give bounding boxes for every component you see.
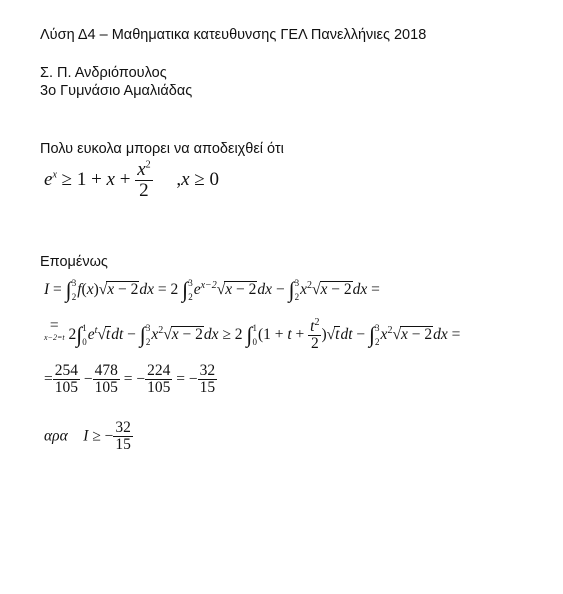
conclusion-word: αρα [44,427,68,445]
frac3-den: 105 [147,379,171,397]
document-title: Λύση Δ4 – Μαθηματικα κατευθυνσης ΓΕΛ Πανελλήνιες 2018 [40,27,427,43]
author-name: Σ. Π. Ανδριόπουλος [40,65,167,81]
conclusion-line: αρα I ≥ − $\frac{32}{15}$ [44,419,131,454]
school-name: 3ο Γυμνάσιο Αμαλιάδας [40,83,193,99]
integral-line-1: I = ∫ 3 2 f(x)√x − 2dx = 2 ∫ 3 2 $e^{x-2}√x - 2dx$ − ∫ 3 2 $x^2√x - 2dx$ = [44,277,380,303]
intro-text: Πολυ ευκολα μπορει να αποδειχθεί ότι [40,141,284,157]
frac4-num: 32 [199,362,216,379]
frac3-num: 224 [147,362,171,379]
result-line: = $\frac{254}{105}$ − $\frac{478}{105}$ = − $\frac{224}{105}$ = − $\frac{32}{15}$ [44,362,216,397]
frac2-den: 105 [94,379,118,397]
conclusion-num: 32 [115,419,131,436]
conclusion-den: 15 [115,436,131,454]
integral-line-2: = x−2=t 2∫ 1 0 $e^t√tdt$ − ∫ 3 2 $x^2√x - 2dx \ge 2$ ∫ 1 0 (1 + t + $\frac{t^2}{2}$ )√tdt − ∫ 3 2 $x^2√x - 2dx$ = [44,317,461,353]
frac2-num: 478 [94,362,118,379]
substitution-label: x−2=t [44,332,65,342]
therefore-label: Επομένως [40,254,108,270]
frac4-den: 15 [199,379,216,397]
inequality-formula: $e^x \ge 1 + x$ + $\frac{x^2}{2}$ ,x ≥ 0 [44,159,220,201]
frac1-num: 254 [54,362,78,379]
frac1-den: 105 [54,379,78,397]
